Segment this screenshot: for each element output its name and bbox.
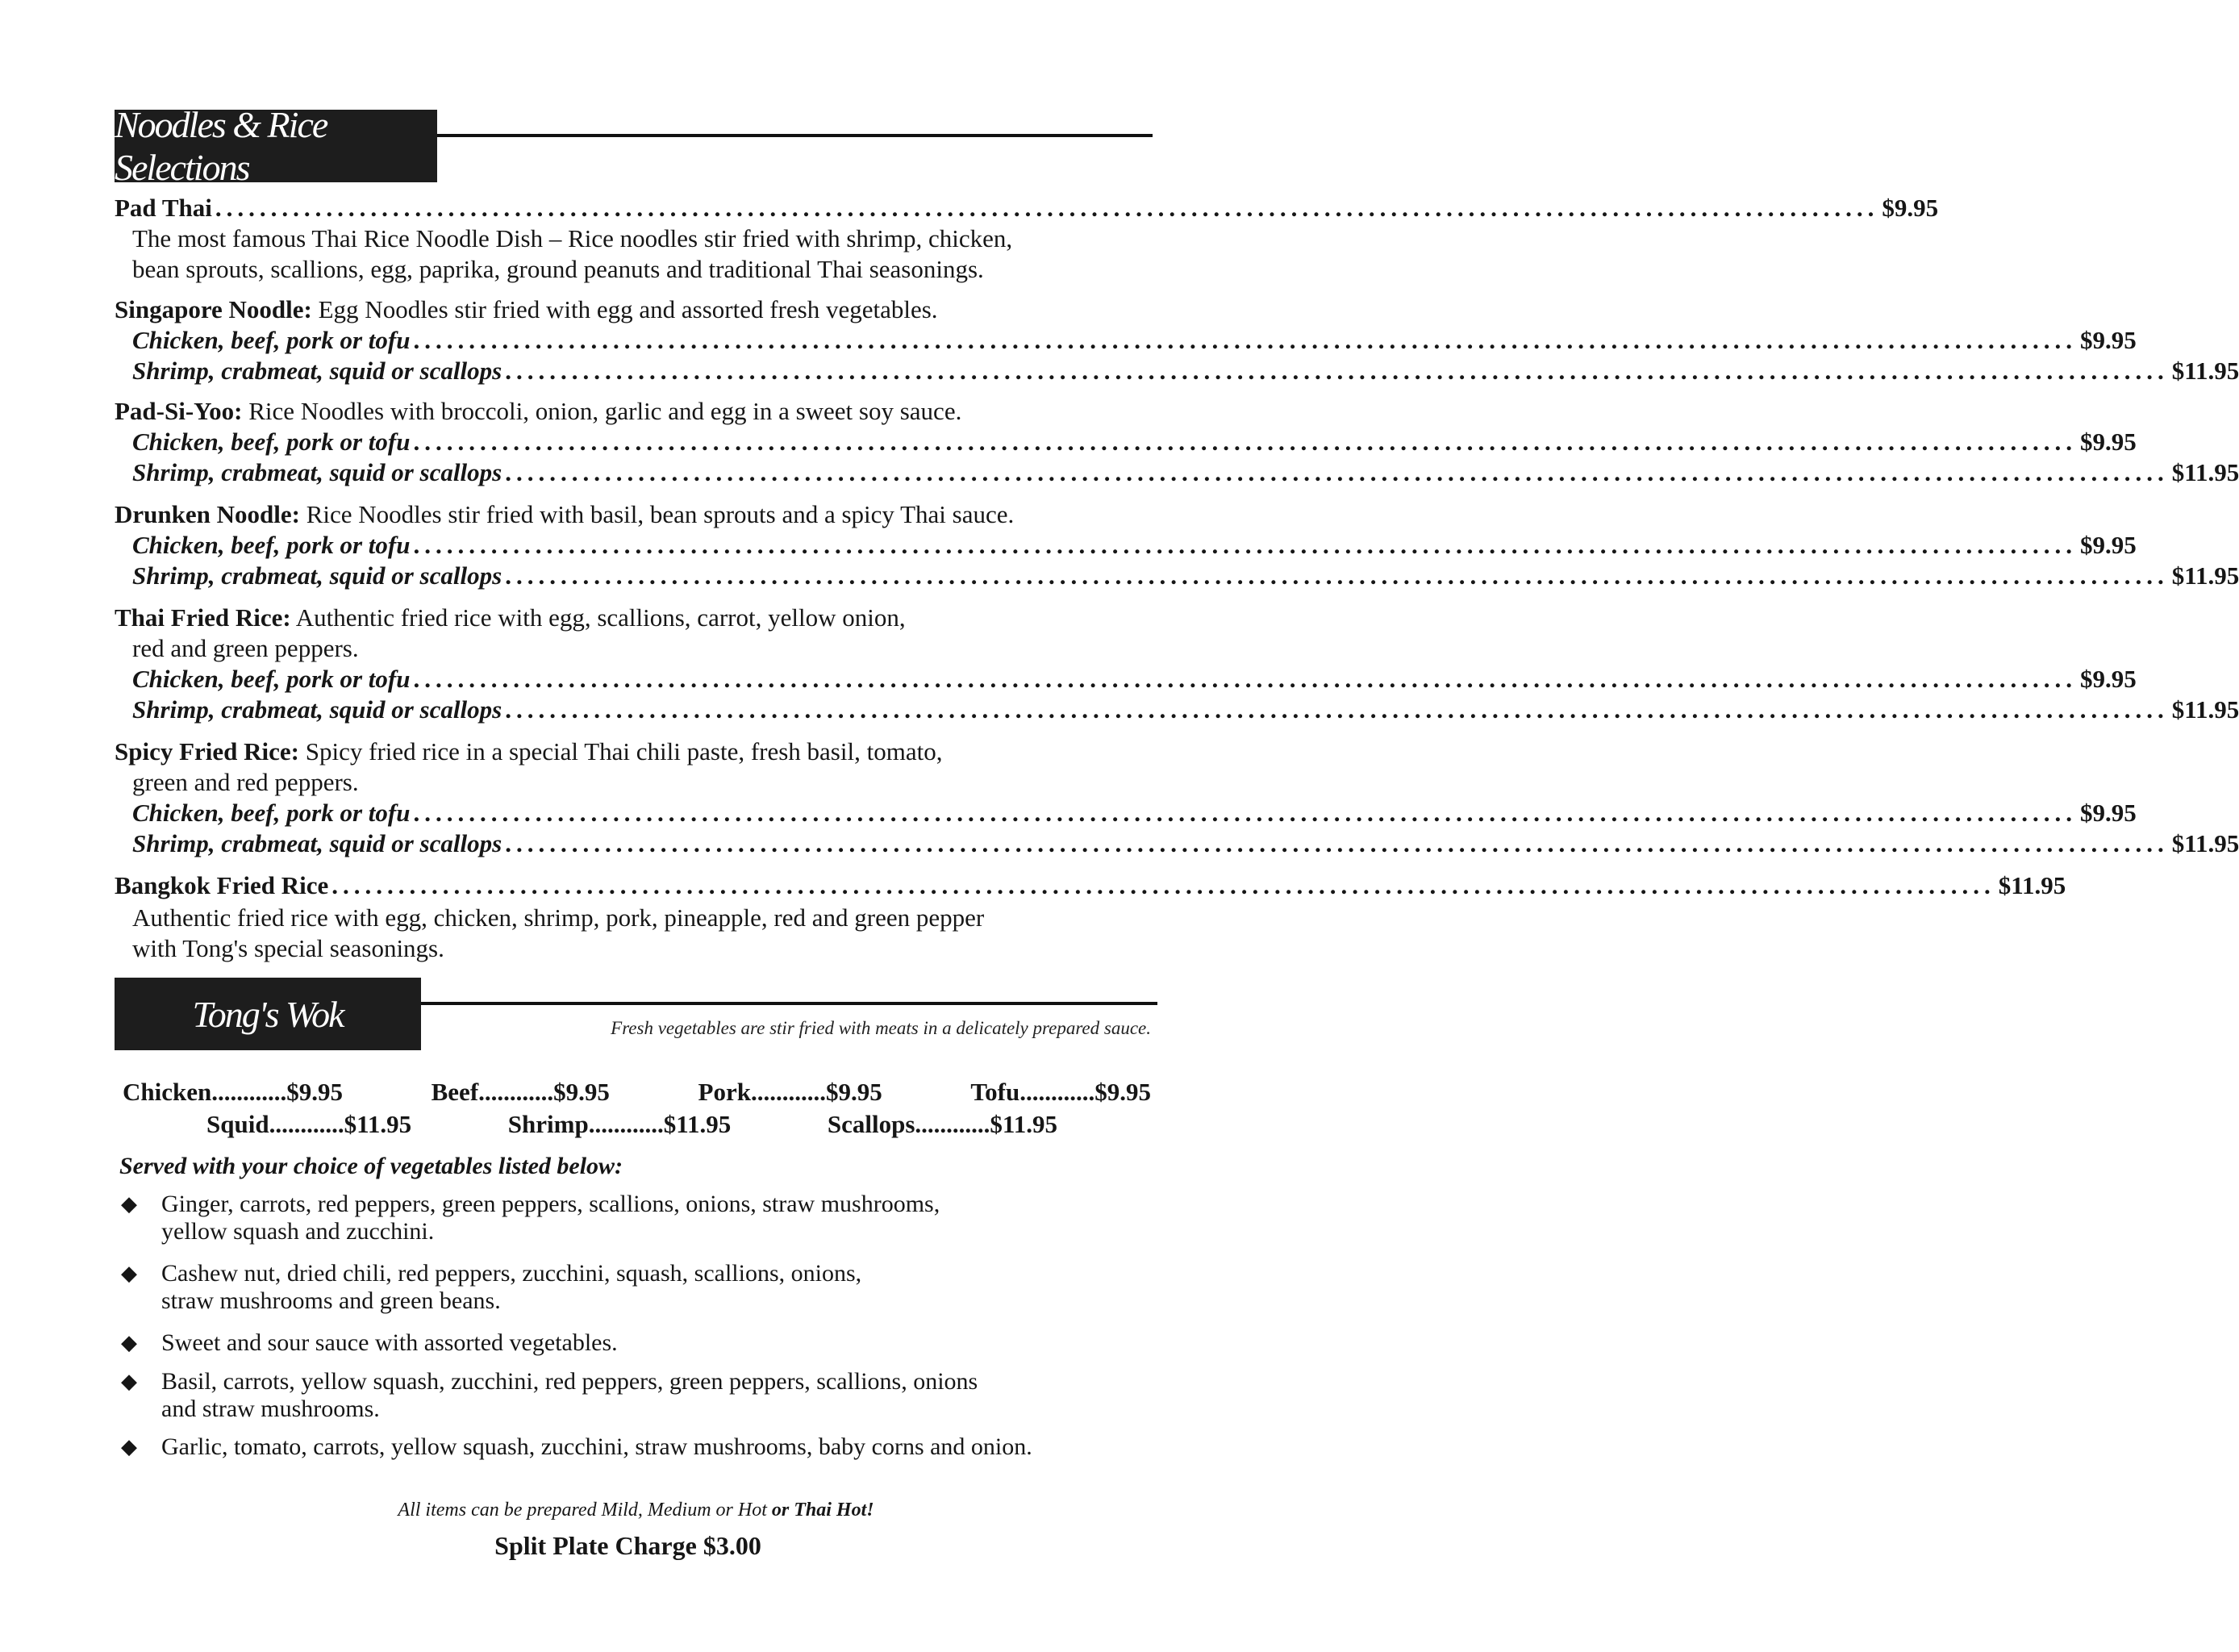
menu-item-thai-fried-rice — [115, 602, 1149, 634]
item-description: with Tong's special seasonings. — [132, 934, 444, 962]
item-description: red and green peppers. — [132, 634, 359, 662]
vegetable-option-line: Ginger, carrots, red peppers, green peppers, scallions, onions, straw mushrooms, — [161, 1191, 940, 1217]
option-label: Chicken, beef, pork or tofu — [132, 326, 411, 354]
option-price: $9.95 — [2079, 799, 2137, 827]
menu-item-pad-si-yoo — [115, 395, 1149, 428]
split-plate-charge: Split Plate Charge $3.00 — [494, 1531, 761, 1560]
item-price: $9.95 — [1882, 194, 1939, 222]
leader-dots: ...................................................................................................................................................... — [413, 531, 2077, 559]
option-label: Chicken, beef, pork or tofu — [132, 665, 411, 693]
item-name: Pad-Si-Yoo: — [115, 397, 243, 425]
diamond-bullet-icon: ◆ — [121, 1262, 137, 1285]
diamond-bullet-icon: ◆ — [121, 1331, 137, 1354]
vegetable-option-line: Basil, carrots, yellow squash, zucchini, red peppers, green peppers, scallions, onions — [161, 1368, 978, 1395]
leader-dots: ...................................................................................................................................................... — [505, 829, 2169, 857]
wok-section-title: Tong's Wok — [115, 978, 421, 1050]
item-description: Rice Noodles stir fried with basil, bean sprouts and a spicy Thai sauce. — [306, 500, 1015, 528]
option-label: Shrimp, crabmeat, squid or scallops — [132, 695, 502, 724]
vegetable-option-line: Cashew nut, dried chili, red peppers, zucchini, squash, scallions, onions, — [161, 1260, 862, 1287]
price-option — [132, 529, 2137, 561]
option-label: Chicken, beef, pork or tofu — [132, 799, 411, 827]
option-price: $11.95 — [2171, 561, 2239, 590]
diamond-bullet-icon: ◆ — [121, 1435, 137, 1458]
item-description: green and red peppers. — [132, 768, 359, 796]
price-option — [132, 694, 2239, 726]
item-name: Bangkok Fried Rice — [115, 871, 329, 899]
section-rule — [421, 1002, 1157, 1005]
vegetable-option-line: Sweet and sour sauce with assorted vegetables. — [161, 1329, 618, 1356]
leader-dots: ...................................................................................................................................................... — [413, 326, 2077, 354]
wok-price-chicken: Chicken............$9.95 — [123, 1078, 343, 1106]
option-label: Chicken, beef, pork or tofu — [132, 428, 411, 456]
option-price: $9.95 — [2079, 428, 2137, 456]
noodles-section-title: Noodles & Rice Selections — [115, 110, 437, 182]
spice-note-emphasis: or Thai Hot! — [771, 1500, 874, 1521]
menu-item-spicy-fried-rice — [115, 736, 1149, 768]
price-option — [132, 457, 2239, 489]
price-option — [132, 355, 2239, 387]
wok-price-pork: Pork............$9.95 — [698, 1078, 882, 1106]
item-description: Egg Noodles stir fried with egg and assorted fresh vegetables. — [318, 295, 938, 323]
option-price: $11.95 — [2171, 357, 2239, 385]
price-option — [132, 828, 2239, 860]
option-label: Shrimp, crabmeat, squid or scallops — [132, 357, 502, 385]
option-price: $9.95 — [2079, 326, 2137, 354]
option-price: $11.95 — [2171, 458, 2239, 486]
item-description: Spicy fried rice in a special Thai chili paste, fresh basil, tomato, — [305, 737, 943, 766]
price-option — [132, 797, 2137, 829]
item-description: Authentic fried rice with egg, chicken, shrimp, pork, pineapple, red and green pepper — [132, 903, 985, 932]
vegetable-option-line: straw mushrooms and green beans. — [161, 1287, 501, 1314]
item-name: Thai Fried Rice: — [115, 603, 291, 632]
option-price: $11.95 — [2171, 695, 2239, 724]
option-label: Chicken, beef, pork or tofu — [132, 531, 411, 559]
leader-dots: ...................................................................................................................................................... — [413, 799, 2077, 827]
wok-price-squid: Squid............$11.95 — [206, 1110, 412, 1138]
noodles-section-header — [115, 104, 1153, 188]
option-price: $11.95 — [2171, 829, 2239, 857]
wok-price-shrimp: Shrimp............$11.95 — [507, 1110, 732, 1138]
served-with-heading: Served with your choice of vegetables listed below: — [119, 1153, 623, 1179]
leader-dots: ...................................................................................................................................................... — [413, 665, 2077, 693]
item-description: Rice Noodles with broccoli, onion, garlic and egg in a sweet soy sauce. — [248, 397, 962, 425]
item-name: Spicy Fried Rice: — [115, 737, 300, 766]
diamond-bullet-icon: ◆ — [121, 1192, 137, 1216]
menu-item-bangkok-fried-rice — [115, 870, 2066, 902]
price-option — [132, 324, 2137, 357]
spice-note-text: All items can be prepared Mild, Medium or Hot — [398, 1500, 767, 1521]
option-label: Shrimp, crabmeat, squid or scallops — [132, 458, 502, 486]
menu-item-singapore-noodle — [115, 294, 1149, 326]
item-description: bean sprouts, scallions, egg, paprika, ground peanuts and traditional Thai seasonings. — [132, 255, 984, 283]
leader-dots: ...................................................................................................................................................... — [505, 458, 2169, 486]
option-price: $9.95 — [2079, 665, 2137, 693]
item-name: Pad Thai — [115, 194, 212, 222]
leader-dots: ...................................................................................................................................................... — [331, 871, 1995, 899]
option-price: $9.95 — [2079, 531, 2137, 559]
leader-dots: ...................................................................................................................................................... — [413, 428, 2077, 456]
diamond-bullet-icon: ◆ — [121, 1370, 137, 1393]
price-option — [132, 560, 2239, 592]
menu-item-drunken-noodle — [115, 499, 1149, 531]
option-label: Shrimp, crabmeat, squid or scallops — [132, 829, 502, 857]
wok-price-row-2 — [206, 1108, 1057, 1141]
section-rule — [437, 134, 1153, 137]
vegetable-option-line: and straw mushrooms. — [161, 1395, 380, 1422]
wok-price-row-1 — [123, 1076, 1151, 1108]
price-option — [132, 663, 2137, 695]
leader-dots: ...................................................................................................................................................... — [505, 695, 2169, 724]
wok-section-header — [115, 978, 1157, 1050]
wok-price-tofu: Tofu............$9.95 — [970, 1078, 1151, 1106]
price-option — [132, 426, 2137, 458]
vegetable-option-line: yellow squash and zucchini. — [161, 1218, 435, 1245]
item-description: The most famous Thai Rice Noodle Dish – Rice noodles stir fried with shrimp, chicken, — [132, 224, 1013, 252]
wok-price-beef: Beef............$9.95 — [431, 1078, 610, 1106]
leader-dots: ...................................................................................................................................................... — [505, 561, 2169, 590]
leader-dots: ...................................................................................................................................................... — [215, 194, 1879, 222]
item-name: Singapore Noodle: — [115, 295, 312, 323]
wok-section-subtitle: Fresh vegetables are stir fried with meats in a delicately prepared sauce. — [611, 1018, 1151, 1038]
item-description: Authentic fried rice with egg, scallions, carrot, yellow onion, — [295, 603, 906, 632]
spice-level-note — [0, 1497, 1272, 1523]
wok-price-scallops: Scallops............$11.95 — [827, 1110, 1057, 1138]
item-price: $11.95 — [1998, 871, 2066, 899]
leader-dots: ...................................................................................................................................................... — [505, 357, 2169, 385]
option-label: Shrimp, crabmeat, squid or scallops — [132, 561, 502, 590]
vegetable-option-line: Garlic, tomato, carrots, yellow squash, zucchini, straw mushrooms, baby corns and onion. — [161, 1433, 1032, 1460]
menu-item-pad-thai — [115, 192, 1939, 224]
item-name: Drunken Noodle: — [115, 500, 300, 528]
